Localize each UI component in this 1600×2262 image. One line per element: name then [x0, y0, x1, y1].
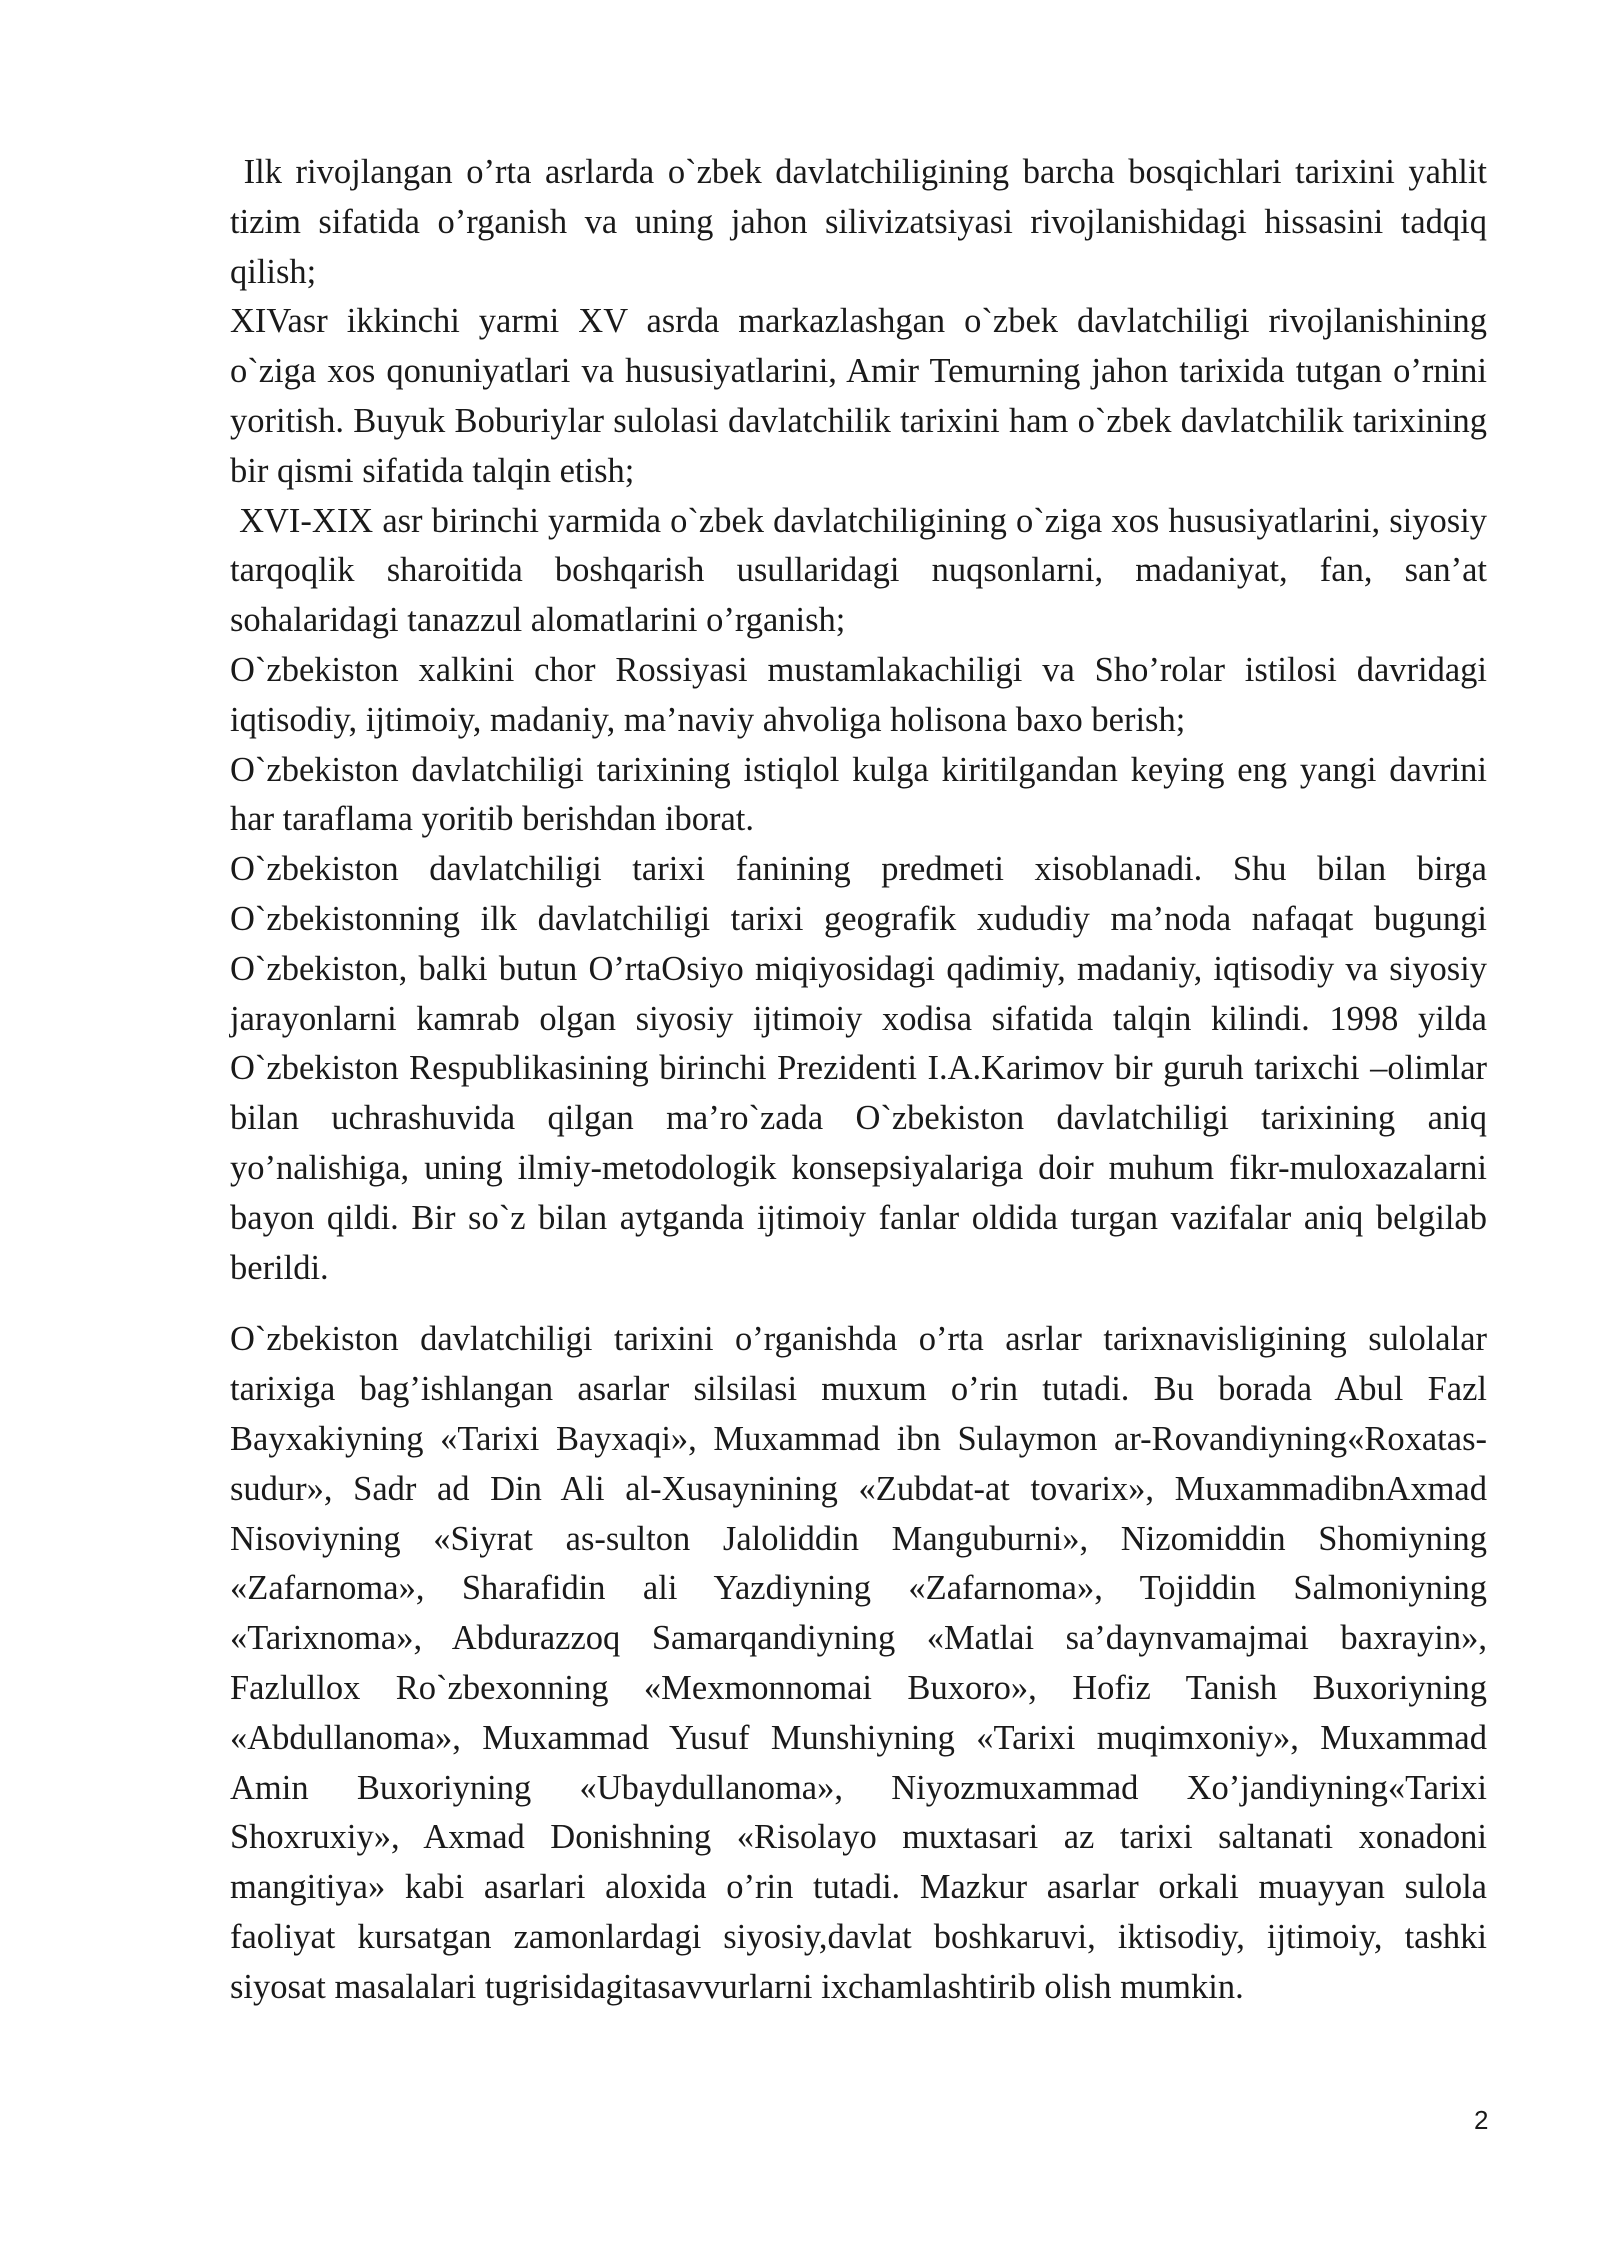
paragraph-colonial-soviet: O`zbekiston xalkini chor Rossiyasi mustamlakachiligi va Sho’rolar istilosi davridagi iqtisodiy, ijtimoiy, madaniy, ma’naviy ahvoliga holisona baxo berish; — [230, 650, 1487, 739]
paragraph-xvi-xix-centuries: XVI-XIX asr birinchi yarmida o`zbek davlatchiligining o`ziga xos hususiyatlarini, siyosiy tarqoqlik sharoitida boshqarish usullaridagi nuqsonlarni, madaniyat, fan, san’at sohalaridagi tanazzul alomatlarini o’rganish; — [230, 501, 1487, 640]
paragraph-early-medieval: Ilk rivojlangan o’rta asrlarda o`zbek davlatchiligining barcha bosqichlari tarixini yahlit tizim sifatida o’rganish va uning jahon silivizatsiyasi rivojlanishidagi hissasini tadqiq qilish; — [230, 153, 1487, 291]
paragraph-temurid-era: XIVasr ikkinchi yarmi XV asrda markazlashgan o`zbek davlatchiligi rivojlanishining o`ziga xos qonuniyatlari va hususiyatlarini, Amir Temurning jahon tarixida tutgan o’rnini yoritish. Buyuk Boburiylar sulolasi davlatchilik tarixini ham o`zbek davlatchilik tarixining bir qismi sifatida talqin etish; — [230, 302, 1487, 490]
document-body — [230, 148, 1487, 2012]
page-number: 2 — [1474, 2105, 1489, 2135]
paragraph-historiography-sources: O`zbekiston davlatchiligi tarixini o’rganishda o’rta asrlar tarixnavisligining sulolalar tarixiga bag’ishlangan asarlar silsilasi muxum o’rin tutadi. Bu borada Abul Fazl Bayxakiyning «Tarixi Bayxaqi», Muxammad ibn Sulaymon ar-Rovandiyning«Roxatas-sudur», Sadr ad Din Ali al-Xusaynining «Zubdat-at tovarix», MuxammadibnAxmad Nisoviyning «Siyrat as-sulton Jaloliddin Manguburni», Nizomiddin Shomiyning «Zafarnoma», Sharafidin ali Yazdiyning «Zafarnoma», Tojiddin Salmoniyning «Tarixnoma», Abdurazzoq Samarqandiyning «Matlai sa’daynvamajmai baxrayin», Fazlullox Ro`zbexonning «Mexmonnomai Buxoro», Hofiz Tanish Buxoriyning «Abdullanoma», Muxammad Yusuf Munshiyning «Tarixi muqimxoniy», Muxammad Amin Buxoriyning «Ubaydullanoma», Niyozmuxammad Xo’jandiyning«Tarixi Shoxruxiy», Axmad Donishning «Risolayo muxtasari az tarixi saltanati xonadoni mangitiya» kabi asarlari aloxida o’rin tutadi. Mazkur asarlar orkali muayyan sulola faoliyat kursatgan zamonlardagi siyosiy,davlat boshkaruvi, iktisodiy, ijtimoiy, tashki siyosat masalalari tugrisidagitasavvurlarni ixchamlashtirib olish mumkin. — [230, 1320, 1487, 2006]
paragraph-independence: O`zbekiston davlatchiligi tarixining istiqlol kulga kiritilgandan keying eng yangi davrini har taraflama yoritib berishdan iborat. — [230, 750, 1487, 839]
paragraph-subject-of-discipline: O`zbekiston davlatchiligi tarixi fanining predmeti xisoblanadi. Shu bilan birga O`zbekistonning ilk davlatchiligi tarixi geografik xududiy ma’noda nafaqat bugungi O`zbekiston, balki butun O’rtaOsiyo miqiyosidagi qadimiy, madaniy, iqtisodiy va siyosiy jarayonlarni kamrab olgan siyosiy ijtimoiy xodisa sifatida talqin kilindi. 1998 yilda O`zbekiston Respublikasining birinchi Prezidenti I.A.Karimov bir guruh tarixchi –olimlar bilan uchrashuvida qilgan ma’ro`zada O`zbekiston davlatchiligi tarixining aniq yo’nalishiga, uning ilmiy-metodologik konsepsiyalariga doir muhum fikr-muloxazalarni bayon qildi. Bir so`z bilan aytganda ijtimoiy fanlar oldida turgan vazifalar aniq belgilab berildi. — [230, 850, 1487, 1287]
